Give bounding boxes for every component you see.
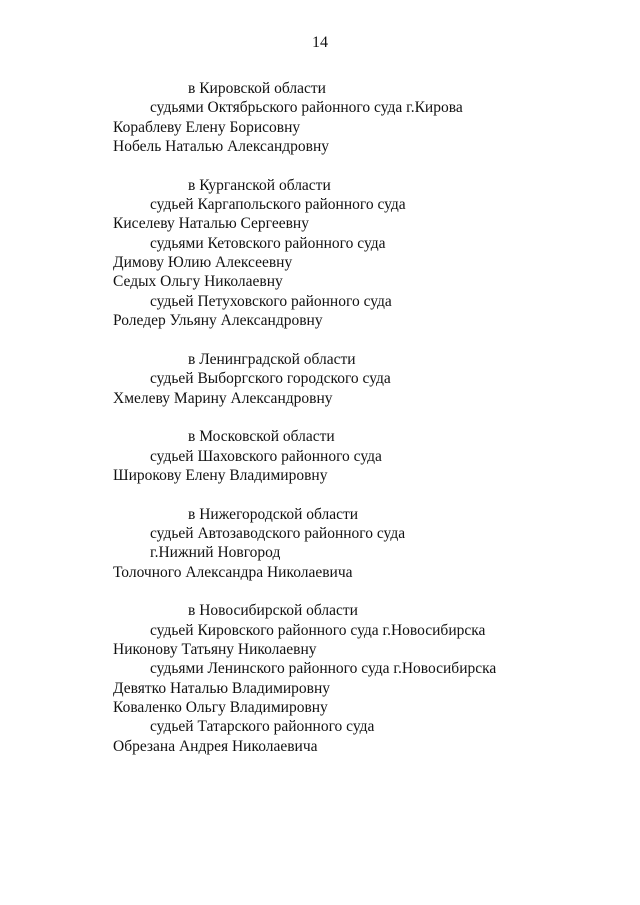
region-heading: в Курганской области: [188, 176, 331, 194]
block-spacer: [0, 485, 640, 504]
judge-name: Киселеву Наталью Сергеевну: [113, 215, 309, 233]
court-line: г.Нижний Новгород: [150, 544, 281, 562]
judge-name: Никонову Татьяну Николаевну: [113, 640, 317, 658]
judge-name: Нобель Наталью Александровну: [113, 138, 330, 156]
judge-name: Широкову Елену Владимировну: [113, 466, 328, 484]
court-line: судьей Выборгского городского суда: [150, 370, 391, 388]
region-block: [0, 176, 640, 331]
judge-name: Димову Юлию Алексеевну: [113, 254, 293, 272]
region-block: [0, 350, 640, 408]
region-heading: в Новосибирской области: [188, 602, 358, 620]
court-line: судьей Кировского районного суда г.Новосибирска: [150, 621, 486, 639]
court-line: судьей Шаховского районного суда: [150, 447, 382, 465]
court-line: судьей Татарского районного суда: [150, 718, 375, 736]
region-block: [0, 505, 640, 582]
judge-name: Коваленко Ольгу Владимировну: [113, 699, 328, 716]
appointments-list: [0, 79, 640, 756]
judge-name: Седых Ольгу Николаевну: [113, 273, 283, 291]
judge-name: Толочного Александра Николаевича: [113, 563, 353, 581]
court-line: судьями Кетовского районного суда: [150, 234, 386, 252]
court-line: судьями Ленинского районного суда г.Новосибирска: [150, 660, 497, 678]
region-heading: в Кировской области: [188, 80, 326, 97]
judge-name: Обрезана Андрея Николаевича: [113, 737, 318, 755]
court-line: судьей Автозаводского районного суда: [150, 524, 406, 542]
court-line: судьями Октябрьского районного суда г.Кирова: [150, 99, 463, 117]
block-spacer: [0, 330, 640, 349]
region-block: [0, 601, 640, 756]
judge-name: Кораблеву Елену Борисовну: [113, 118, 301, 136]
judge-name: Девятко Наталью Владимировну: [113, 679, 331, 697]
judge-name: Хмелеву Марину Александровну: [113, 389, 333, 407]
block-spacer: [0, 582, 640, 601]
judge-name: Роледер Ульяну Александровну: [113, 312, 323, 330]
region-block: [0, 427, 640, 485]
block-spacer: [0, 408, 640, 427]
court-line: судьей Петуховского районного суда: [150, 292, 392, 310]
court-line: судьей Каргапольского районного суда: [150, 196, 406, 214]
region-heading: в Ленинградской области: [188, 350, 356, 368]
region-block: [0, 79, 640, 156]
block-spacer: [0, 156, 640, 175]
region-heading: в Нижегородской области: [188, 505, 359, 523]
region-heading: в Московской области: [188, 428, 335, 446]
page-number: 14: [312, 34, 328, 51]
